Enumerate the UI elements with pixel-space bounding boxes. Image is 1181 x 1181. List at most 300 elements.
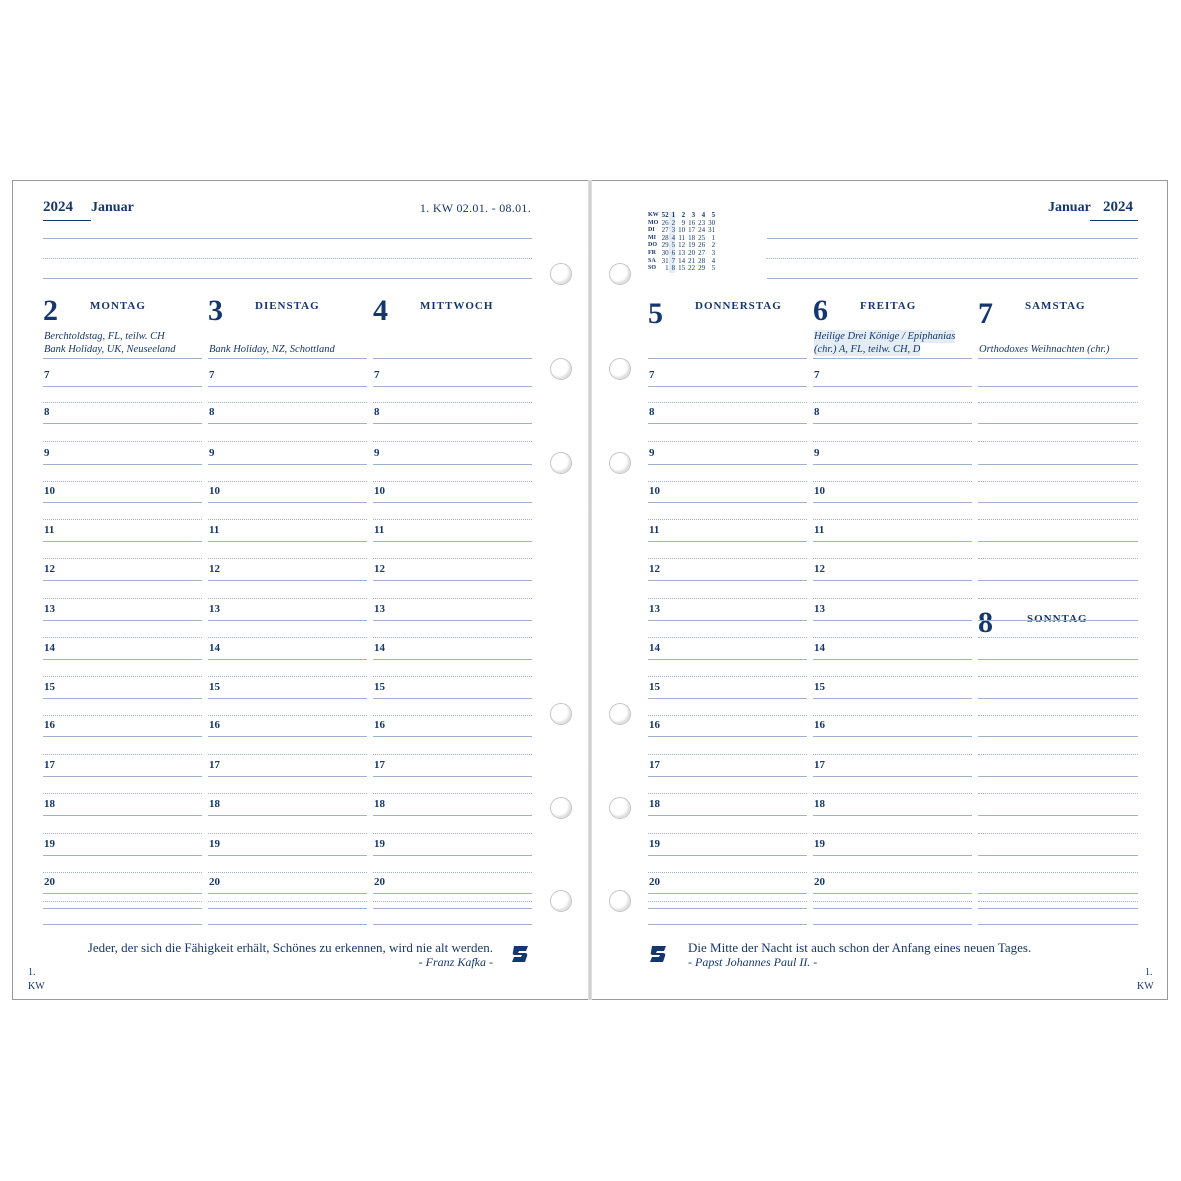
hour-rule: [373, 908, 532, 909]
hour-label: 18: [649, 798, 660, 810]
hour-label: 15: [814, 681, 825, 693]
hour-label: 17: [209, 759, 220, 771]
binder-hole-icon: [550, 358, 572, 380]
hour-label: 19: [44, 838, 55, 850]
hour-rule: [813, 776, 972, 777]
hour-label: 10: [649, 485, 660, 497]
hour-label: 13: [649, 603, 660, 615]
hour-label: 13: [209, 603, 220, 615]
mini-calendar-cell: 4: [669, 235, 676, 243]
hour-label: 9: [374, 447, 380, 459]
half-hour-rule: [373, 637, 532, 638]
half-hour-rule: [208, 901, 367, 902]
hour-rule: [373, 541, 532, 542]
hour-label: 7: [814, 369, 820, 381]
half-hour-rule: [978, 481, 1138, 482]
mini-calendar-cell: 52: [661, 211, 669, 219]
hour-rule: [43, 620, 202, 621]
half-hour-rule: [648, 793, 807, 794]
hour-label: 13: [814, 603, 825, 615]
hour-rule: [813, 541, 972, 542]
half-hour-rule: [978, 715, 1138, 716]
hour-label: 10: [44, 485, 55, 497]
half-hour-rule: [978, 637, 1138, 638]
hour-label: 16: [374, 719, 385, 731]
hour-rule: [373, 464, 532, 465]
mini-calendar-cell: 1: [711, 233, 716, 242]
half-hour-rule: [648, 598, 807, 599]
hour-rule: [373, 659, 532, 660]
day-rule: [978, 358, 1138, 359]
hour-label: 11: [649, 524, 660, 536]
hour-label: 11: [209, 524, 220, 536]
hour-rule: [648, 464, 807, 465]
day-rule: [373, 358, 532, 359]
mini-calendar-cell: 16: [688, 218, 696, 227]
half-hour-rule: [43, 901, 202, 902]
hour-rule: [978, 386, 1138, 387]
hour-label: 9: [44, 447, 50, 459]
half-hour-rule: [208, 872, 367, 873]
hour-rule: [208, 893, 367, 894]
half-hour-rule: [978, 402, 1138, 403]
day-number: 6: [813, 294, 828, 327]
half-hour-rule: [373, 715, 532, 716]
hour-rule: [43, 464, 202, 465]
hour-rule: [813, 924, 972, 925]
day-number: 4: [373, 294, 388, 327]
half-hour-rule: [208, 558, 367, 559]
day-name: MITTWOCH: [420, 300, 494, 312]
hour-rule: [813, 815, 972, 816]
mini-calendar-weekday: SO: [648, 265, 657, 272]
hour-label: 20: [649, 876, 660, 888]
hour-rule: [648, 736, 807, 737]
half-hour-rule: [373, 441, 532, 442]
half-hour-rule: [43, 558, 202, 559]
hour-label: 8: [814, 406, 820, 418]
left-footer-kw-label: KW: [28, 981, 45, 992]
hour-rule: [208, 464, 367, 465]
hour-rule: [373, 893, 532, 894]
day-name: FREITAG: [860, 300, 917, 312]
half-hour-rule: [648, 833, 807, 834]
hour-label: 20: [374, 876, 385, 888]
half-hour-rule: [648, 901, 807, 902]
half-hour-rule: [373, 402, 532, 403]
hour-rule: [648, 386, 807, 387]
hour-rule: [373, 423, 532, 424]
hour-label: 15: [374, 681, 385, 693]
hour-label: 14: [44, 642, 55, 654]
hour-rule: [978, 908, 1138, 909]
hour-rule: [43, 908, 202, 909]
hour-label: 19: [814, 838, 825, 850]
day-number: 2: [43, 294, 58, 327]
hour-rule: [648, 659, 807, 660]
hour-rule: [978, 815, 1138, 816]
hour-label: 10: [374, 485, 385, 497]
hour-rule: [373, 386, 532, 387]
half-hour-rule: [208, 402, 367, 403]
day-number: 7: [978, 297, 993, 330]
day-name: SONNTAG: [1027, 613, 1088, 625]
mini-calendar-cell: 2: [669, 220, 676, 228]
binder-hole-icon: [550, 797, 572, 819]
hour-rule: [208, 855, 367, 856]
hour-rule: [373, 736, 532, 737]
hour-label: 8: [649, 406, 655, 418]
half-hour-rule: [208, 833, 367, 834]
half-hour-rule: [373, 519, 532, 520]
hour-rule: [43, 815, 202, 816]
hour-label: 10: [209, 485, 220, 497]
day-name: MONTAG: [90, 300, 146, 312]
hour-rule: [648, 698, 807, 699]
hour-label: 7: [209, 369, 215, 381]
right-header-rule: [767, 278, 1138, 279]
page-fold: [588, 180, 592, 1000]
mini-calendar-cell: 2: [681, 211, 686, 219]
half-hour-rule: [813, 872, 972, 873]
day-number: 3: [208, 294, 223, 327]
half-hour-rule: [813, 754, 972, 755]
hour-rule: [43, 855, 202, 856]
hour-rule: [208, 924, 367, 925]
hour-label: 17: [814, 759, 825, 771]
hour-rule: [978, 698, 1138, 699]
brand-logo-icon: [648, 944, 668, 964]
left-header-rule: [43, 278, 532, 279]
hour-label: 14: [814, 642, 825, 654]
half-hour-rule: [813, 715, 972, 716]
binder-hole-icon: [550, 263, 572, 285]
left-month: Januar: [91, 200, 134, 215]
mini-calendar-cell: 1: [669, 212, 676, 220]
hour-label: 7: [649, 369, 655, 381]
holiday-line: Bank Holiday, NZ, Schottland: [209, 344, 335, 355]
mini-calendar-cell: 28: [698, 256, 706, 265]
half-hour-rule: [43, 793, 202, 794]
hour-rule: [208, 908, 367, 909]
mini-calendar-cell: 15: [678, 264, 686, 273]
hour-label: 14: [209, 642, 220, 654]
mini-calendar-cell: 10: [678, 226, 686, 235]
hour-rule: [43, 580, 202, 581]
hour-label: 13: [374, 603, 385, 615]
hour-label: 16: [209, 719, 220, 731]
hour-label: 16: [649, 719, 660, 731]
half-hour-rule: [648, 754, 807, 755]
hour-rule: [208, 698, 367, 699]
hour-rule: [208, 659, 367, 660]
left-header-rule: [43, 258, 532, 259]
mini-calendar-weekday: SA: [648, 257, 656, 264]
hour-rule: [648, 502, 807, 503]
right-footer-kw-number: 1.: [1145, 967, 1153, 978]
half-hour-rule: [208, 598, 367, 599]
mini-calendar-row: [648, 265, 715, 273]
half-hour-rule: [208, 754, 367, 755]
hour-rule: [813, 659, 972, 660]
half-hour-rule: [208, 676, 367, 677]
mini-calendar-cell: 18: [688, 233, 696, 242]
mini-calendar-cell: 14: [678, 256, 686, 265]
half-hour-rule: [978, 676, 1138, 677]
half-hour-rule: [648, 558, 807, 559]
half-hour-rule: [43, 676, 202, 677]
binder-hole-icon: [609, 263, 631, 285]
mini-calendar-cell: 4: [701, 211, 706, 219]
half-hour-rule: [208, 715, 367, 716]
mini-calendar-cell: 17: [688, 226, 696, 235]
hour-rule: [978, 855, 1138, 856]
hour-label: 8: [209, 406, 215, 418]
mini-calendar: [648, 212, 715, 273]
hour-rule: [813, 620, 972, 621]
half-hour-rule: [813, 833, 972, 834]
hour-rule: [978, 502, 1138, 503]
hour-label: 15: [44, 681, 55, 693]
left-year-underline: [43, 220, 91, 221]
half-hour-rule: [373, 754, 532, 755]
mini-calendar-weekday: MI: [648, 234, 656, 241]
hour-rule: [43, 502, 202, 503]
half-hour-rule: [813, 676, 972, 677]
mini-calendar-cell: 24: [698, 226, 706, 235]
hour-rule: [978, 776, 1138, 777]
half-hour-rule: [208, 519, 367, 520]
hour-label: 16: [44, 719, 55, 731]
hour-label: 20: [44, 876, 55, 888]
hour-rule: [813, 502, 972, 503]
hour-rule: [373, 502, 532, 503]
mini-calendar-cell: 6: [669, 250, 676, 258]
mini-calendar-cell: 29: [698, 264, 706, 273]
half-hour-rule: [208, 481, 367, 482]
day-number: 8: [978, 606, 993, 639]
half-hour-rule: [648, 519, 807, 520]
half-hour-rule: [373, 793, 532, 794]
hour-rule: [43, 541, 202, 542]
half-hour-rule: [208, 793, 367, 794]
hour-rule: [43, 924, 202, 925]
right-header-rule: [767, 258, 1138, 259]
binder-hole-icon: [609, 358, 631, 380]
mini-calendar-cell: 20: [688, 248, 696, 257]
mini-calendar-cell: 28: [661, 233, 669, 242]
half-hour-rule: [648, 441, 807, 442]
half-hour-rule: [978, 519, 1138, 520]
mini-calendar-cell: 31: [708, 226, 716, 235]
half-hour-rule: [813, 558, 972, 559]
day-name: DONNERSTAG: [695, 300, 782, 312]
mini-calendar-cell: 9: [681, 218, 686, 227]
half-hour-rule: [43, 481, 202, 482]
mini-calendar-weekday: MO: [648, 219, 659, 226]
half-hour-rule: [43, 872, 202, 873]
mini-calendar-cell: 31: [661, 256, 669, 265]
mini-calendar-cell: 3: [669, 227, 676, 235]
hour-rule: [373, 855, 532, 856]
hour-label: 17: [374, 759, 385, 771]
hour-rule: [813, 855, 972, 856]
hour-rule: [648, 580, 807, 581]
hour-rule: [373, 815, 532, 816]
half-hour-rule: [43, 519, 202, 520]
mini-calendar-cell: 30: [708, 218, 716, 227]
hour-label: 12: [374, 563, 385, 575]
hour-rule: [43, 698, 202, 699]
hour-label: 9: [209, 447, 215, 459]
half-hour-rule: [373, 558, 532, 559]
hour-rule: [208, 736, 367, 737]
hour-label: 8: [44, 406, 50, 418]
half-hour-rule: [648, 637, 807, 638]
hour-label: 7: [374, 369, 380, 381]
mini-calendar-cell: 22: [688, 264, 696, 273]
hour-rule: [813, 893, 972, 894]
hour-rule: [813, 736, 972, 737]
hour-rule: [373, 580, 532, 581]
mini-calendar-cell: 11: [678, 233, 686, 242]
day-number: 5: [648, 297, 663, 330]
half-hour-rule: [813, 441, 972, 442]
half-hour-rule: [373, 833, 532, 834]
hour-rule: [978, 541, 1138, 542]
hour-label: 14: [649, 642, 660, 654]
hour-rule: [208, 386, 367, 387]
mini-calendar-cell: 3: [691, 211, 696, 219]
hour-rule: [978, 893, 1138, 894]
half-hour-rule: [813, 793, 972, 794]
hour-rule: [648, 541, 807, 542]
hour-rule: [648, 423, 807, 424]
mini-calendar-cell: 29: [661, 241, 669, 250]
hour-label: 19: [209, 838, 220, 850]
hour-label: 14: [374, 642, 385, 654]
mini-calendar-cell: 19: [688, 241, 696, 250]
hour-rule: [648, 815, 807, 816]
hour-label: 16: [814, 719, 825, 731]
holiday-line: Orthodoxes Weihnachten (chr.): [979, 344, 1110, 355]
hour-rule: [648, 908, 807, 909]
holiday-line: Berchtoldstag, FL, teilw. CH: [44, 331, 165, 342]
brand-logo-icon: [510, 944, 530, 964]
half-hour-rule: [648, 715, 807, 716]
binder-hole-icon: [550, 452, 572, 474]
hour-label: 8: [374, 406, 380, 418]
binder-hole-icon: [609, 703, 631, 725]
mini-calendar-cell: 27: [661, 226, 669, 235]
binder-hole-icon: [609, 452, 631, 474]
binder-hole-icon: [550, 703, 572, 725]
hour-label: 12: [209, 563, 220, 575]
hour-label: 19: [374, 838, 385, 850]
day-rule: [208, 358, 367, 359]
hour-rule: [648, 776, 807, 777]
hour-rule: [978, 464, 1138, 465]
half-hour-rule: [813, 598, 972, 599]
hour-label: 12: [44, 563, 55, 575]
hour-rule: [43, 776, 202, 777]
right-header-rule: [767, 238, 1138, 239]
mini-calendar-cell: 30: [661, 248, 669, 257]
mini-calendar-cell: 25: [698, 233, 706, 242]
hour-label: 17: [649, 759, 660, 771]
half-hour-rule: [648, 676, 807, 677]
hour-rule: [208, 541, 367, 542]
day-rule: [43, 358, 202, 359]
mini-calendar-cell: 23: [698, 218, 706, 227]
hour-rule: [813, 698, 972, 699]
half-hour-rule: [813, 901, 972, 902]
half-hour-rule: [648, 481, 807, 482]
half-hour-rule: [43, 598, 202, 599]
half-hour-rule: [978, 901, 1138, 902]
hour-label: 18: [814, 798, 825, 810]
right-footer-kw-label: KW: [1137, 981, 1154, 992]
mini-calendar-weekday: KW: [648, 212, 659, 218]
hour-rule: [208, 776, 367, 777]
hour-rule: [43, 386, 202, 387]
half-hour-rule: [978, 441, 1138, 442]
day-name: DIENSTAG: [255, 300, 320, 312]
half-hour-rule: [43, 637, 202, 638]
left-header-rule: [43, 238, 532, 239]
mini-calendar-cell: 3: [711, 248, 716, 257]
hour-rule: [373, 698, 532, 699]
mini-calendar-cell: 26: [698, 241, 706, 250]
mini-calendar-cell: 5: [711, 264, 716, 273]
half-hour-rule: [373, 872, 532, 873]
hour-label: 18: [209, 798, 220, 810]
half-hour-rule: [813, 402, 972, 403]
mini-calendar-cell: 13: [678, 248, 686, 257]
half-hour-rule: [813, 481, 972, 482]
half-hour-rule: [208, 637, 367, 638]
half-hour-rule: [813, 519, 972, 520]
hour-rule: [978, 423, 1138, 424]
hour-rule: [43, 659, 202, 660]
half-hour-rule: [648, 402, 807, 403]
left-quote: Jeder, der sich die Fähigkeit erhält, Schönes zu erkennen, wird nie alt werden.: [87, 940, 493, 955]
hour-label: 18: [374, 798, 385, 810]
hour-rule: [648, 924, 807, 925]
mini-calendar-cell: 26: [661, 218, 669, 227]
hour-label: 11: [814, 524, 825, 536]
mini-calendar-weekday: FR: [648, 249, 656, 256]
hour-rule: [373, 620, 532, 621]
binder-hole-icon: [550, 890, 572, 912]
half-hour-rule: [978, 598, 1138, 599]
hour-rule: [43, 736, 202, 737]
hour-label: 13: [44, 603, 55, 615]
holiday-line: Heilige Drei Könige / Epiphanias: [814, 331, 956, 342]
half-hour-rule: [373, 481, 532, 482]
right-year: 2024: [1103, 199, 1133, 215]
hour-rule: [208, 815, 367, 816]
hour-rule: [208, 502, 367, 503]
half-hour-rule: [978, 872, 1138, 873]
hour-label: 12: [649, 563, 660, 575]
hour-label: 15: [209, 681, 220, 693]
mini-calendar-cell: 21: [688, 256, 696, 265]
half-hour-rule: [978, 754, 1138, 755]
hour-rule: [978, 736, 1138, 737]
hour-label: 7: [44, 369, 50, 381]
right-month: Januar: [1048, 200, 1091, 215]
